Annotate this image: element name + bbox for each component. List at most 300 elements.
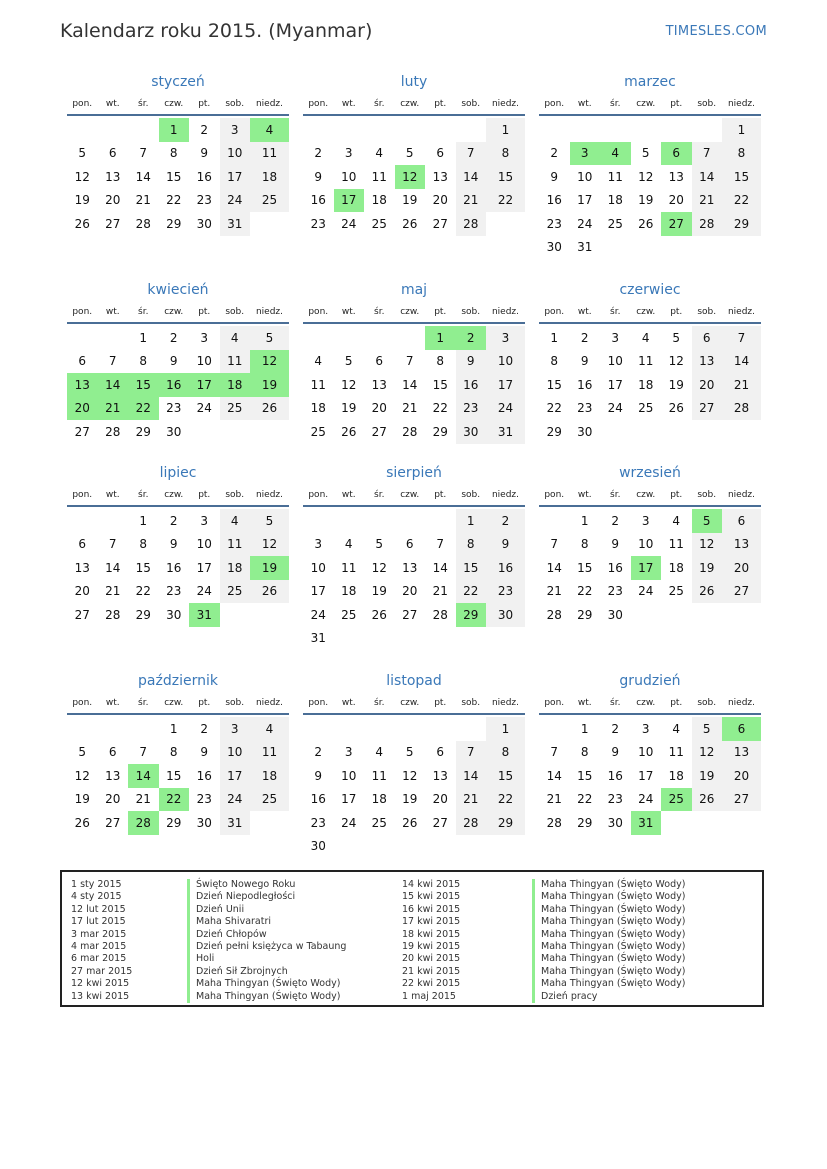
day-cell: 4	[220, 326, 251, 350]
legend-date: 15 kwi 2015	[402, 891, 461, 903]
day-cell: 27	[371, 424, 387, 439]
holiday-day-cell: 1	[425, 326, 456, 350]
weekday-label: sob.	[697, 490, 717, 500]
weekday-label: śr.	[610, 307, 621, 317]
day-cell: 30	[196, 815, 212, 830]
day-cell: 12	[692, 533, 723, 557]
weekday-label: śr.	[138, 99, 149, 109]
day-cell: 5	[344, 354, 353, 369]
weekday-label: czw.	[636, 698, 656, 708]
day-cell: 20	[668, 193, 684, 208]
day-cell: 30	[486, 603, 525, 627]
weekday-label: śr.	[374, 307, 385, 317]
month-days	[539, 118, 761, 259]
day-cell: 26	[250, 397, 289, 421]
day-cell: 18	[250, 764, 289, 788]
weekday-label: pt.	[434, 490, 447, 500]
day-cell: 20	[432, 193, 448, 208]
weekday-label: niedz.	[491, 490, 520, 500]
day-cell: 4	[375, 146, 384, 161]
day-cell: 8	[169, 745, 178, 760]
day-cell: 16	[607, 560, 623, 575]
day-cell: 9	[611, 745, 620, 760]
legend-col-dates-2	[402, 879, 460, 1003]
day-cell: 25	[250, 189, 289, 213]
day-cell: 16	[607, 768, 623, 783]
day-cell: 19	[74, 193, 90, 208]
empty-cell	[67, 118, 98, 142]
day-cell: 27	[722, 580, 761, 604]
day-cell: 28	[722, 397, 761, 421]
empty-cell	[67, 509, 98, 533]
weekday-label: wt.	[577, 99, 592, 109]
holiday-day-cell: 29	[456, 603, 487, 627]
holiday-day-cell: 22	[159, 788, 190, 812]
empty-cell	[98, 717, 129, 741]
empty-cell	[425, 509, 456, 533]
day-cell: 30	[577, 424, 593, 439]
day-cell: 14	[722, 350, 761, 374]
legend-date: 17 kwi 2015	[402, 916, 461, 928]
day-cell: 26	[74, 216, 90, 231]
holiday-day-cell: 15	[128, 373, 159, 397]
day-cell: 28	[692, 212, 723, 236]
day-cell: 16	[166, 560, 182, 575]
weekday-label: śr.	[138, 307, 149, 317]
month-days	[539, 717, 761, 835]
day-cell: 29	[166, 216, 182, 231]
weekday-label: czw.	[164, 99, 184, 109]
month-9	[67, 669, 289, 835]
weekday-label: pt.	[198, 99, 211, 109]
day-cell: 17	[486, 373, 525, 397]
weekday-label: sob.	[697, 307, 717, 317]
day-cell: 24	[220, 189, 251, 213]
day-cell: 2	[314, 146, 323, 161]
day-cell: 12	[250, 533, 289, 557]
day-cell: 16	[456, 373, 487, 397]
empty-cell	[425, 717, 456, 741]
day-cell: 14	[546, 560, 562, 575]
day-cell: 14	[692, 165, 723, 189]
day-cell: 6	[375, 354, 384, 369]
holiday-day-cell: 2	[456, 326, 487, 350]
day-cell: 9	[200, 146, 209, 161]
day-cell: 16	[310, 792, 326, 807]
holiday-day-cell: 5	[692, 509, 723, 533]
day-cell: 9	[169, 537, 178, 552]
holiday-day-cell: 14	[128, 764, 159, 788]
site-logo[interactable]: TIMESLES.COM	[665, 24, 767, 39]
day-cell: 16	[546, 193, 562, 208]
day-cell: 10	[577, 169, 593, 184]
weekday-header	[539, 94, 761, 116]
day-cell: 20	[692, 373, 723, 397]
day-cell: 24	[638, 792, 654, 807]
weekday-label: czw.	[400, 307, 420, 317]
day-cell: 26	[371, 607, 387, 622]
day-cell: 8	[456, 533, 487, 557]
day-cell: 20	[722, 764, 761, 788]
day-cell: 24	[638, 584, 654, 599]
day-cell: 8	[139, 354, 148, 369]
legend-holiday-name: Maha Thingyan (Święto Wody)	[532, 929, 685, 941]
day-cell: 12	[638, 169, 654, 184]
weekday-label: wt.	[577, 307, 592, 317]
empty-cell	[98, 118, 129, 142]
day-cell: 9	[486, 533, 525, 557]
weekday-label: czw.	[400, 99, 420, 109]
day-cell: 17	[577, 193, 593, 208]
empty-cell	[661, 118, 692, 142]
day-cell: 25	[371, 216, 387, 231]
day-cell: 5	[672, 330, 681, 345]
weekday-header	[539, 302, 761, 324]
day-cell: 19	[341, 401, 357, 416]
month-0	[67, 70, 289, 236]
day-cell: 1	[550, 330, 559, 345]
empty-cell	[395, 118, 426, 142]
day-cell: 9	[611, 537, 620, 552]
day-cell: 8	[550, 354, 559, 369]
day-cell: 31	[220, 811, 251, 835]
holiday-day-cell: 22	[128, 397, 159, 421]
day-cell: 26	[638, 216, 654, 231]
legend-date: 1 maj 2015	[402, 990, 456, 1002]
month-name: czerwiec	[619, 282, 681, 298]
day-cell: 5	[692, 717, 723, 741]
day-cell: 2	[200, 122, 209, 137]
day-cell: 1	[580, 721, 589, 736]
day-cell: 18	[341, 584, 357, 599]
month-name: październik	[138, 673, 218, 689]
weekday-label: niedz.	[255, 490, 284, 500]
day-cell: 2	[314, 745, 323, 760]
day-cell: 24	[196, 401, 212, 416]
weekday-label: czw.	[636, 490, 656, 500]
day-cell: 3	[220, 717, 251, 741]
weekday-label: pt.	[198, 307, 211, 317]
weekday-label: pon.	[544, 307, 565, 317]
empty-cell	[67, 717, 98, 741]
empty-cell	[98, 509, 129, 533]
day-cell: 27	[722, 788, 761, 812]
weekday-label: sob.	[225, 307, 245, 317]
day-cell: 3	[344, 146, 353, 161]
legend-date: 18 kwi 2015	[402, 928, 461, 940]
month-name: sierpień	[386, 465, 442, 481]
day-cell: 9	[314, 768, 323, 783]
day-cell: 11	[668, 537, 684, 552]
legend-holiday-name: Dzień Unii	[187, 904, 346, 916]
legend-date: 3 mar 2015	[71, 928, 127, 940]
weekday-label: wt.	[105, 490, 120, 500]
day-cell: 20	[371, 401, 387, 416]
day-cell: 21	[402, 401, 418, 416]
holiday-day-cell: 6	[661, 142, 692, 166]
day-cell: 27	[692, 397, 723, 421]
empty-cell	[334, 118, 365, 142]
legend-date: 22 kwi 2015	[402, 978, 461, 990]
day-cell: 21	[692, 189, 723, 213]
month-name: wrzesień	[619, 465, 681, 481]
day-cell: 24	[196, 584, 212, 599]
day-cell: 7	[139, 146, 148, 161]
day-cell: 5	[405, 745, 414, 760]
weekday-label: czw.	[164, 307, 184, 317]
day-cell: 30	[166, 607, 182, 622]
day-cell: 18	[250, 165, 289, 189]
day-cell: 12	[692, 741, 723, 765]
day-cell: 19	[74, 792, 90, 807]
weekday-header	[67, 94, 289, 116]
weekday-label: śr.	[610, 99, 621, 109]
day-cell: 7	[722, 326, 761, 350]
day-cell: 28	[456, 212, 487, 236]
day-cell: 25	[638, 401, 654, 416]
day-cell: 9	[550, 169, 559, 184]
weekday-label: niedz.	[491, 698, 520, 708]
legend-holiday-name: Maha Shivaratri	[187, 916, 346, 928]
empty-cell	[334, 717, 365, 741]
month-name: grudzień	[619, 673, 681, 689]
day-cell: 23	[607, 584, 623, 599]
weekday-label: niedz.	[255, 698, 284, 708]
day-cell: 30	[310, 839, 326, 854]
day-cell: 12	[402, 768, 418, 783]
day-cell: 22	[486, 788, 525, 812]
legend-date: 12 kwi 2015	[71, 978, 130, 990]
legend-holiday-name: Maha Thingyan (Święto Wody)	[532, 966, 685, 978]
holiday-day-cell: 16	[159, 373, 190, 397]
day-cell: 12	[668, 354, 684, 369]
weekday-label: wt.	[341, 307, 356, 317]
weekday-label: pt.	[434, 307, 447, 317]
month-5	[539, 278, 761, 444]
legend-date: 1 sty 2015	[71, 879, 122, 890]
day-cell: 22	[135, 584, 151, 599]
weekday-label: pt.	[670, 490, 683, 500]
day-cell: 11	[250, 741, 289, 765]
day-cell: 26	[250, 580, 289, 604]
weekday-label: wt.	[577, 698, 592, 708]
day-cell: 27	[105, 216, 121, 231]
day-cell: 27	[74, 424, 90, 439]
legend-date: 21 kwi 2015	[402, 965, 461, 977]
day-cell: 7	[108, 354, 117, 369]
weekday-label: pt.	[198, 698, 211, 708]
weekday-label: pon.	[308, 307, 329, 317]
month-name: lipiec	[159, 465, 197, 481]
day-cell: 28	[105, 607, 121, 622]
weekday-label: śr.	[138, 490, 149, 500]
day-cell: 22	[166, 193, 182, 208]
weekday-label: wt.	[105, 307, 120, 317]
day-cell: 18	[371, 792, 387, 807]
day-cell: 15	[577, 768, 593, 783]
day-cell: 5	[78, 146, 87, 161]
weekday-label: czw.	[400, 698, 420, 708]
day-cell: 2	[486, 509, 525, 533]
day-cell: 18	[310, 401, 326, 416]
day-cell: 11	[341, 560, 357, 575]
month-4	[303, 278, 525, 444]
day-cell: 23	[546, 216, 562, 231]
day-cell: 18	[668, 768, 684, 783]
day-cell: 12	[371, 560, 387, 575]
weekday-label: wt.	[105, 99, 120, 109]
day-cell: 7	[456, 741, 487, 765]
legend-holiday-name: Maha Thingyan (Święto Wody)	[532, 916, 685, 928]
empty-cell	[334, 326, 365, 350]
weekday-label: wt.	[341, 99, 356, 109]
day-cell: 13	[722, 741, 761, 765]
day-cell: 8	[436, 354, 445, 369]
day-cell: 11	[220, 533, 251, 557]
day-cell: 5	[641, 146, 650, 161]
holiday-day-cell: 17	[334, 189, 365, 213]
day-cell: 7	[692, 142, 723, 166]
holiday-day-cell: 12	[395, 165, 426, 189]
day-cell: 13	[105, 169, 121, 184]
day-cell: 2	[611, 513, 620, 528]
empty-cell	[303, 717, 334, 741]
day-cell: 3	[611, 330, 620, 345]
weekday-label: śr.	[610, 490, 621, 500]
day-cell: 15	[486, 165, 525, 189]
day-cell: 30	[196, 216, 212, 231]
weekday-label: pon.	[544, 698, 565, 708]
weekday-label: pon.	[72, 490, 93, 500]
day-cell: 14	[456, 165, 487, 189]
day-cell: 21	[135, 792, 151, 807]
day-cell: 25	[668, 584, 684, 599]
day-cell: 10	[341, 169, 357, 184]
day-cell: 11	[310, 377, 326, 392]
month-days	[303, 118, 525, 236]
day-cell: 21	[546, 792, 562, 807]
day-cell: 13	[371, 377, 387, 392]
day-cell: 27	[105, 815, 121, 830]
day-cell: 4	[641, 330, 650, 345]
empty-cell	[98, 326, 129, 350]
day-cell: 24	[341, 815, 357, 830]
day-cell: 21	[722, 373, 761, 397]
empty-cell	[364, 326, 395, 350]
day-cell: 9	[169, 354, 178, 369]
day-cell: 15	[166, 169, 182, 184]
legend-date: 14 kwi 2015	[402, 879, 461, 890]
weekday-label: niedz.	[491, 307, 520, 317]
weekday-label: pt.	[670, 307, 683, 317]
day-cell: 7	[456, 142, 487, 166]
legend-date: 17 lut 2015	[71, 916, 126, 928]
holiday-day-cell: 25	[661, 788, 692, 812]
day-cell: 2	[200, 721, 209, 736]
weekday-label: niedz.	[255, 99, 284, 109]
day-cell: 23	[310, 216, 326, 231]
weekday-label: sob.	[461, 307, 481, 317]
holiday-day-cell: 31	[189, 603, 220, 627]
weekday-label: śr.	[374, 99, 385, 109]
day-cell: 10	[638, 537, 654, 552]
day-cell: 24	[310, 607, 326, 622]
day-cell: 20	[402, 584, 418, 599]
day-cell: 10	[486, 350, 525, 374]
month-3	[67, 278, 289, 444]
day-cell: 29	[546, 424, 562, 439]
weekday-label: śr.	[374, 698, 385, 708]
day-cell: 23	[166, 401, 182, 416]
day-cell: 7	[550, 537, 559, 552]
weekday-label: sob.	[225, 490, 245, 500]
empty-cell	[395, 509, 426, 533]
day-cell: 30	[456, 420, 487, 444]
day-cell: 27	[74, 607, 90, 622]
weekday-header	[67, 302, 289, 324]
day-cell: 18	[668, 560, 684, 575]
weekday-header	[67, 693, 289, 715]
day-cell: 2	[580, 330, 589, 345]
day-cell: 14	[402, 377, 418, 392]
day-cell: 17	[341, 792, 357, 807]
day-cell: 15	[456, 556, 487, 580]
weekday-label: pt.	[434, 99, 447, 109]
day-cell: 1	[139, 330, 148, 345]
legend-holiday-name: Dzień pełni księżyca w Tabaung	[187, 941, 346, 953]
legend-date: 13 kwi 2015	[71, 990, 130, 1002]
weekday-label: czw.	[164, 490, 184, 500]
day-cell: 3	[220, 118, 251, 142]
day-cell: 19	[638, 193, 654, 208]
legend-holiday-name: Maha Thingyan (Święto Wody)	[532, 941, 685, 953]
day-cell: 26	[668, 401, 684, 416]
holiday-day-cell: 12	[250, 350, 289, 374]
day-cell: 13	[74, 560, 90, 575]
day-cell: 3	[486, 326, 525, 350]
day-cell: 15	[577, 560, 593, 575]
day-cell: 10	[196, 537, 212, 552]
month-6	[67, 461, 289, 627]
empty-cell	[364, 118, 395, 142]
day-cell: 14	[135, 169, 151, 184]
month-name: listopad	[386, 673, 442, 689]
holiday-day-cell: 6	[722, 717, 761, 741]
holiday-legend	[60, 870, 764, 1007]
month-name: maj	[400, 282, 428, 298]
weekday-label: sob.	[461, 99, 481, 109]
day-cell: 17	[196, 560, 212, 575]
weekday-header	[539, 693, 761, 715]
month-2	[539, 70, 761, 259]
day-cell: 10	[220, 142, 251, 166]
day-cell: 16	[196, 169, 212, 184]
day-cell: 6	[78, 537, 87, 552]
day-cell: 28	[546, 607, 562, 622]
day-cell: 5	[250, 509, 289, 533]
legend-holiday-name: Dzień Niepodległości	[187, 891, 346, 903]
day-cell: 23	[310, 815, 326, 830]
day-cell: 15	[432, 377, 448, 392]
day-cell: 13	[432, 768, 448, 783]
day-cell: 17	[310, 584, 326, 599]
day-cell: 10	[341, 768, 357, 783]
day-cell: 14	[432, 560, 448, 575]
legend-holiday-name: Maha Thingyan (Święto Wody)	[532, 978, 685, 990]
day-cell: 17	[220, 764, 251, 788]
day-cell: 8	[486, 741, 525, 765]
weekday-label: pon.	[544, 490, 565, 500]
